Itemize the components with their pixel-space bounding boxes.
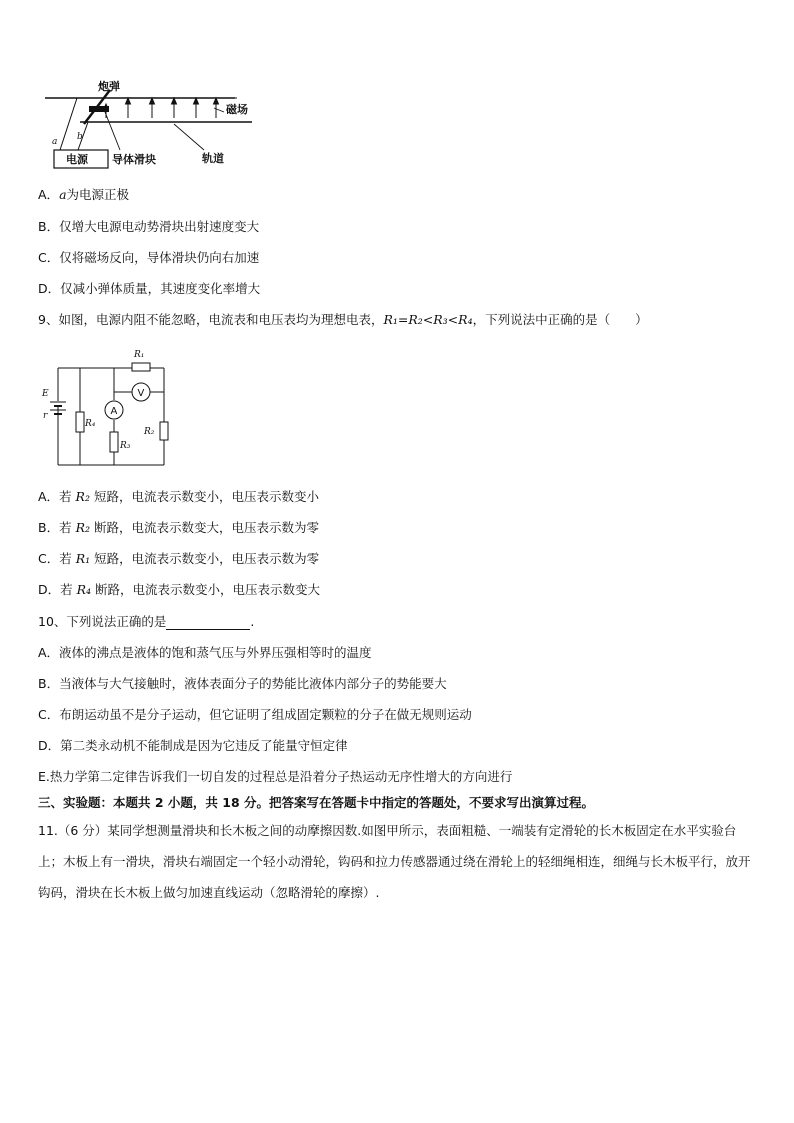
q9-stem: 9、如图，电源内阻不能忽略，电流表和电压表均为理想电表，R₁=R₂<R₃<R₄，下列说法中正确的是（ ） xyxy=(38,312,648,327)
q9-option-a: A．若 R₂ 短路，电流表示数变小，电压表示数变小 xyxy=(38,489,319,504)
circuit-r3-label: R₃ xyxy=(120,441,131,451)
q8-option-a-var: a xyxy=(59,187,67,202)
circuit-figure xyxy=(36,344,176,470)
q9-option-c: C．若 R₁ 短路，电流表示数变小，电压表示数为零 xyxy=(38,551,320,566)
q10-option-d: D．第二类永动机不能制成是因为它违反了能量守恒定律 xyxy=(38,738,348,753)
q8-option-c: C．仅将磁场反向，导体滑块仍向右加速 xyxy=(38,250,260,265)
voltmeter-symbol: V xyxy=(137,388,145,399)
rail-source-label: 电源 xyxy=(66,153,88,166)
rail-gun-figure xyxy=(40,80,270,172)
q8-option-b: B．仅增大电源电动势滑块出射速度变大 xyxy=(38,219,260,234)
rail-shell-label: 炮弹 xyxy=(98,80,120,93)
q9-option-d: D．若 R₄ 断路，电流表示数变小，电压表示数变大 xyxy=(38,582,321,597)
rail-slider-label: 导体滑块 xyxy=(112,153,156,166)
q10-option-c: C．布朗运动虽不是分子运动，但它证明了组成固定颗粒的分子在做无规则运动 xyxy=(38,707,472,722)
q9-option-b: B．若 R₂ 断路，电流表示数变大，电压表示数为零 xyxy=(38,520,319,535)
circuit-r4-label: R₄ xyxy=(85,419,96,429)
q10-option-e: E.热力学第二定律告诉我们一切自发的过程总是沿着分子热运动无序性增大的方向进行 xyxy=(38,769,513,784)
ammeter-symbol: A xyxy=(110,406,118,417)
q11-text: 11.（6 分）某同学想测量滑块和长木板之间的动摩擦因数.如图甲所示，表面粗糙、一端装有定滑轮的长木板固定在水平实验台上；木板上有一滑块，滑块右端固定一个轻小动滑轮，钩码和拉力传感器通过绕在滑轮上的轻细绳相连，细绳与长木板平行，放开钩码，滑块在长木板上做匀加速直线运动（忽略滑轮的摩擦）. xyxy=(38,823,751,900)
circuit-emf-label: E xyxy=(42,389,49,399)
circuit-internal-r-label: r xyxy=(43,411,48,421)
rail-field-label: 磁场 xyxy=(226,103,248,116)
circuit-r1-label: R₁ xyxy=(134,350,145,360)
circuit-r2-label: R₂ xyxy=(144,427,155,437)
rail-wire-a: a xyxy=(52,137,58,147)
section-3-heading: 三、实验题：本题共 2 小题，共 18 分。把答案写在答题卡中指定的答题处，不要求写出演算过程。 xyxy=(38,795,595,810)
q8-option-a: A．a为电源正极 xyxy=(38,187,130,202)
rail-wire-b: b xyxy=(77,132,83,142)
rail-track-label: 轨道 xyxy=(202,152,224,165)
q8-option-d: D．仅减小弹体质量，其速度变化率增大 xyxy=(38,281,261,296)
q9-resistor-relation: R₁=R₂<R₃<R₄ xyxy=(383,312,473,327)
q10-option-a: A．液体的沸点是液体的饱和蒸气压与外界压强相等时的温度 xyxy=(38,645,372,660)
q10-stem: 10、下列说法正确的是 . xyxy=(38,614,255,629)
q10-answer-blank xyxy=(166,617,250,630)
q10-option-b: B．当液体与大气接触时，液体表面分子的势能比液体内部分子的势能要大 xyxy=(38,676,447,691)
